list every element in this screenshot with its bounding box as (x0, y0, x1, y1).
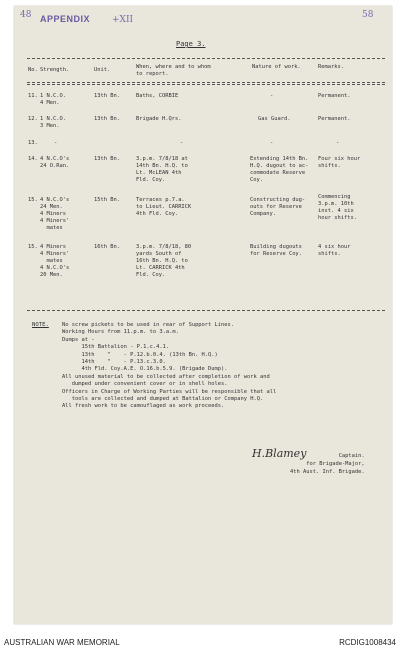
note-line: Working Hours from 11.p.m. to 3.a.m. (62, 329, 179, 336)
row-work: Constructing dug- outs for Reserve Company. (250, 197, 306, 217)
header-rule-2 (27, 84, 385, 85)
col-report: When, where and to whom to report. (136, 64, 211, 77)
note-line: 4th Fld. Coy.A.E. O.16.b.5.9. (Brigade Dump). (62, 366, 228, 373)
note-line: dumped under convenient cover or in shell holes. (62, 381, 228, 388)
row-no: 12. (28, 116, 38, 122)
appendix-stamp: APPENDIX (40, 14, 91, 24)
row-no: 11. (28, 93, 38, 99)
handwritten-note: +XII (112, 15, 134, 25)
note-line: All unused material to be collected after completion of work and (62, 373, 270, 380)
row-strength: 4 N.C.O's 24 O.Ran. (40, 156, 70, 169)
top-rule (27, 58, 385, 59)
signature: H.Blamey (252, 447, 307, 460)
note-line: No screw pickets to be used in rear of Support Lines. (62, 322, 235, 328)
signature-line: Captain. (338, 453, 365, 459)
note-line: tools are collected and dumped at Battalion or Company H.Q. (62, 396, 264, 403)
row-report: 3.p.m. 7/8/18, 80 yards South of 16th Bn. H.Q. to Lt. CARRICK 4th Fld. Coy. (136, 244, 192, 278)
row-unit: 15th Bn. (94, 197, 120, 203)
row-report: Terraces p.7.a. to Lieut. CARRICK 4th Fld. Coy. (136, 197, 192, 217)
row-work: Gas Guard. (258, 116, 291, 122)
note-line: Officers in Charge of Working Parties will be responsible that all (62, 388, 277, 395)
note-lines (34, 322, 384, 411)
signature-block (290, 452, 365, 476)
note-line: 13th " - P.12.b.0.4. (13th Bn. H.Q.) (62, 351, 218, 358)
row-report: Brigade H.Qrs. (136, 116, 182, 122)
corner-number-left: 48 (20, 10, 32, 20)
bottom-rule (27, 310, 385, 311)
col-work: Nature of work. (252, 64, 301, 70)
row-remarks: - (336, 140, 340, 146)
row-report: - (180, 140, 184, 146)
row-strength: 4 Miners 4 Miners' mates 4 N.C.O's 20 Men. (40, 244, 70, 278)
row-remarks: Permanent. (318, 93, 351, 99)
row-strength: 4 N.C.O's 24 Men. 4 Miners 4 Miners' mates (40, 197, 70, 231)
row-report: Baths, CORBIE (136, 93, 179, 99)
header-rule (27, 82, 385, 83)
col-unit: Unit. (94, 67, 111, 73)
row-remarks: 4 six hour shifts. (318, 244, 351, 257)
note-line: 14th " - P.13.c.3.0. (62, 359, 166, 366)
row-no: 15. (28, 244, 38, 250)
row-unit: 13th Bn. (94, 116, 120, 122)
row-report: 3.p.m. 7/8/18 at 14th Bn. H.Q. to Lt. McLEAN 4th Fld. Coy. (136, 156, 188, 183)
row-unit: 13th Bn. (94, 93, 120, 99)
row-work: - (270, 93, 274, 99)
signature-line: for Brigade-Major, (306, 461, 365, 467)
row-no: 14. (28, 156, 38, 162)
row-remarks: Commencing 3.p.m. 10th inst. 4 six hour shifts. (318, 194, 357, 221)
row-no: 13. (28, 140, 38, 146)
row-no: 15. (28, 197, 38, 203)
note-line: Dumps at - (62, 336, 95, 343)
note-line: All fresh work to be camouflaged as work proceeds. (62, 403, 225, 410)
col-remarks: Remarks. (318, 64, 344, 70)
footer-archive-name: AUSTRALIAN WAR MEMORIAL (4, 638, 120, 647)
col-strength: Strength. (40, 67, 70, 73)
row-unit: 13th Bn. (94, 156, 120, 162)
col-no: No. (28, 67, 38, 73)
row-work: - (270, 140, 274, 146)
row-unit: 16th Bn. (94, 244, 120, 250)
note-line: 15th Battalion - P.1.c.4.1. (62, 344, 170, 351)
row-strength: 1 N.C.O. 3 Men. (40, 116, 66, 129)
row-remarks: Four six hour shifts. (318, 156, 361, 169)
note-label: NOTE. (32, 322, 49, 328)
row-remarks: Permanent. (318, 116, 351, 122)
note-section (34, 322, 384, 411)
corner-number-right: 58 (362, 10, 374, 20)
row-work: Building dugouts for Reserve Coy. (250, 244, 302, 257)
footer-record-id: RCDIG1008434 (339, 638, 396, 647)
row-work: Extending 14th Bn. H.Q. dugout to ac- commodate Reserve Coy. (250, 156, 309, 183)
page-number: Page 3. (176, 40, 206, 48)
row-strength: 1 N.C.O. 4 Men. (40, 93, 66, 106)
row-strength: - (54, 140, 58, 146)
signature-line: 4th Aust. Inf. Brigade. (290, 469, 365, 475)
